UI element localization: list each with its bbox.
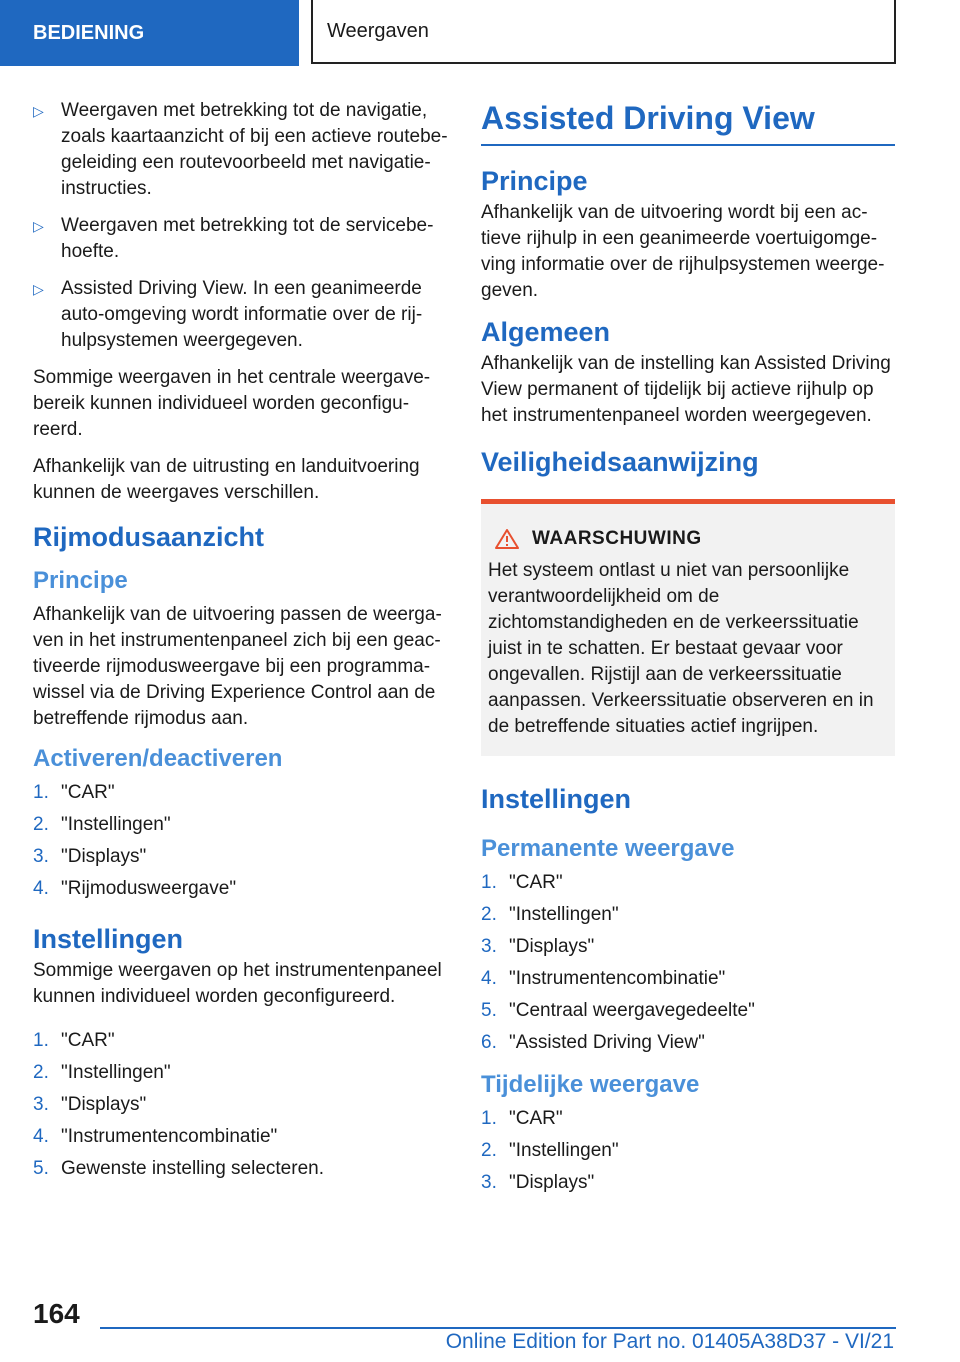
step-text: "Instrumentencombinatie"	[509, 968, 726, 989]
step-number: 3.	[481, 936, 497, 957]
step-text: "CAR"	[509, 872, 563, 893]
step-number: 2.	[33, 814, 49, 835]
step-number: 4.	[481, 968, 497, 989]
step-number: 3.	[33, 1094, 49, 1115]
steps-list	[33, 780, 448, 902]
paragraph: Afhankelijk van de instelling kan Assisted Driving View permanent of tijdelijk bij actieve rijhulp op het instrumentenpaneel worden weergegeven.	[481, 353, 891, 426]
warning-title	[494, 528, 887, 550]
step-text: "CAR"	[509, 1108, 563, 1129]
step-number: 2.	[33, 1062, 49, 1083]
paragraph: Afhankelijk van de uitvoering wordt bij een actieve rijhulp in een geanimeerde voertuigomgeving informatie over de rijhulpsystemen weergegeven.	[481, 202, 885, 301]
triangle-right-icon: ▷	[33, 103, 44, 119]
bullet-item	[33, 276, 448, 354]
list-item	[33, 1124, 448, 1150]
section-heading: Instellingen	[33, 924, 184, 954]
subsection-heading: Tijdelijke weergave	[481, 1071, 700, 1098]
step-number: 2.	[481, 904, 497, 925]
bullet-text: Assisted Driving View. In een geanimeerde auto-omgeving wordt informatie over de rijhulpsystemen weergegeven.	[61, 278, 423, 351]
left-column	[33, 98, 448, 1192]
list-item	[33, 1156, 448, 1182]
step-text: "Displays"	[509, 936, 595, 957]
step-number: 1.	[481, 872, 497, 893]
bullet-text: Weergaven met betrekking tot de servicebehoefte.	[61, 215, 434, 262]
list-item	[33, 780, 448, 806]
warning-box	[481, 499, 895, 756]
step-number: 1.	[481, 1108, 497, 1129]
list-item	[33, 844, 448, 870]
list-item	[481, 1106, 895, 1132]
step-text: Gewenste instelling selecteren.	[61, 1158, 324, 1179]
warning-text: Het systeem ontlast u niet van persoonlijke verantwoordelijkheid om de zichtomstandigheden en de verkeerssituatie juist in te schatten. Er bestaat gevaar voor ongevallen. Rijstijl aan de verkeerssituatie aanpassen. Verkeerssituatie observeren en in de betreffende situaties actief ingrijpen.	[488, 560, 874, 737]
bullet-item	[33, 213, 448, 265]
list-item	[33, 812, 448, 838]
section-tab: BEDIENING	[0, 0, 299, 66]
step-number: 3.	[481, 1172, 497, 1193]
section-heading: Principe	[481, 166, 588, 196]
bullet-item	[33, 98, 448, 202]
step-number: 6.	[481, 1032, 497, 1053]
list-item	[33, 876, 448, 902]
paragraph: Sommige weergaven op het instrumentenpaneel kunnen individueel worden geconfigureerd.	[33, 960, 442, 1007]
step-text: "CAR"	[61, 782, 115, 803]
page-number: 164	[33, 1298, 80, 1329]
steps-list	[481, 1106, 895, 1196]
list-item	[481, 1030, 895, 1056]
step-text: "Instellingen"	[61, 814, 171, 835]
paragraph: Afhankelijk van de uitvoering passen de weergaven in het instrumentenpaneel zich bij een geactiveerde rijmodusweergave bij een programmawissel via de Driving Experience Control aan de betreffende rijmodus aan.	[33, 604, 442, 729]
subsection-heading: Permanente weergave	[481, 835, 735, 862]
step-number: 3.	[33, 846, 49, 867]
paragraph: Sommige weergaven in het centrale weergavebereik kunnen individueel worden geconfigureerd.	[33, 367, 431, 440]
subsection-heading: Principe	[33, 567, 128, 594]
step-number: 5.	[33, 1158, 49, 1179]
step-text: "Instellingen"	[509, 1140, 619, 1161]
bullet-text: Weergaven met betrekking tot de navigatie, zoals kaartaanzicht of bij een actieve routebegeleiding een routevoorbeeld met navigatieinstructies.	[61, 100, 448, 199]
step-text: "Instellingen"	[61, 1062, 171, 1083]
step-number: 1.	[33, 782, 49, 803]
list-item	[33, 1092, 448, 1118]
step-text: "Displays"	[61, 1094, 147, 1115]
chapter-title: Weergaven	[311, 0, 896, 64]
list-item	[481, 870, 895, 896]
triangle-right-icon: ▷	[33, 281, 44, 297]
step-text: "Instellingen"	[509, 904, 619, 925]
step-text: "Displays"	[509, 1172, 595, 1193]
page-header	[0, 0, 960, 66]
list-item	[481, 1138, 895, 1164]
list-item	[481, 998, 895, 1024]
section-heading: Rijmodusaanzicht	[33, 522, 265, 552]
step-text: "Rijmodusweergave"	[61, 878, 237, 899]
section-heading: Instellingen	[481, 784, 632, 814]
warning-triangle-icon	[494, 528, 520, 550]
step-number: 4.	[33, 878, 49, 899]
page-title: Assisted Driving View	[481, 98, 895, 146]
list-item	[481, 1170, 895, 1196]
edition-footer: Online Edition for Part no. 01405A38D37 - VI/21	[445, 1330, 894, 1353]
list-item	[33, 1060, 448, 1086]
right-column	[481, 98, 895, 1206]
list-item	[33, 1028, 448, 1054]
step-number: 1.	[33, 1030, 49, 1051]
list-item	[481, 902, 895, 928]
steps-list	[481, 870, 895, 1056]
step-text: "Assisted Driving View"	[509, 1032, 705, 1053]
section-heading: Veiligheidsaanwijzing	[481, 447, 759, 477]
steps-list	[33, 1028, 448, 1182]
list-item	[481, 966, 895, 992]
triangle-right-icon: ▷	[33, 218, 44, 234]
step-number: 5.	[481, 1000, 497, 1021]
step-text: "CAR"	[61, 1030, 115, 1051]
footer-divider	[100, 1327, 896, 1329]
step-number: 4.	[33, 1126, 49, 1147]
subsection-heading: Activeren/deactiveren	[33, 745, 283, 772]
list-item	[481, 934, 895, 960]
step-text: "Displays"	[61, 846, 147, 867]
paragraph: Afhankelijk van de uitrusting en landuitvoering kunnen de weergaves verschillen.	[33, 456, 420, 503]
warning-label: WAARSCHUWING	[532, 528, 702, 549]
section-heading: Algemeen	[481, 317, 611, 347]
step-number: 2.	[481, 1140, 497, 1161]
step-text: "Centraal weergavegedeelte"	[509, 1000, 755, 1021]
step-text: "Instrumentencombinatie"	[61, 1126, 278, 1147]
